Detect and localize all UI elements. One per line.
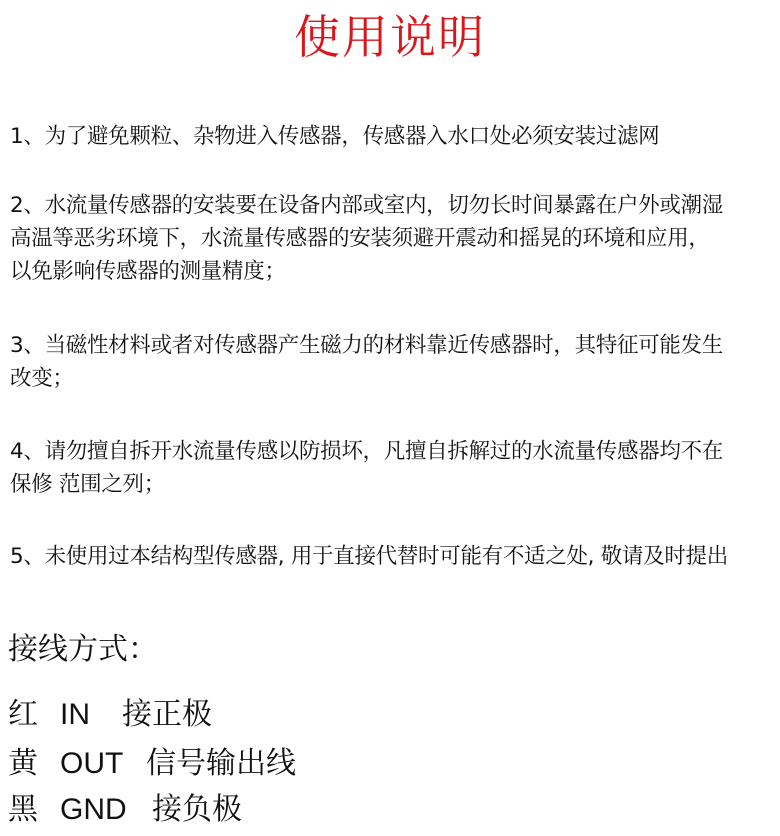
wire-color: 黄 <box>8 746 38 781</box>
instruction-item-4 <box>10 435 778 501</box>
wire-description: 接正极 <box>122 697 212 732</box>
instruction-item-3 <box>10 329 778 395</box>
wiring-row-red <box>8 693 212 737</box>
instruction-line: 保修 范围之列； <box>10 472 165 497</box>
instruction-line: 改变； <box>10 366 74 391</box>
instruction-line: 2、水流量传感器的安装要在设备内部或室内，切勿长时间暴露在户外或潮湿 <box>10 193 723 218</box>
instruction-line: 3、当磁性材料或者对传感器产生磁力的材料靠近传感器时，其特征可能发生 <box>10 333 723 358</box>
wire-description: 信号输出线 <box>146 746 296 781</box>
wire-pin: GND <box>60 793 127 826</box>
instruction-item-5 <box>10 540 778 573</box>
instruction-line: 以免影响传感器的测量精度； <box>10 259 286 284</box>
instruction-line: 4、请勿擅自拆开水流量传感以防损坏，凡擅自拆解过的水流量传感器均不在 <box>10 439 723 464</box>
instruction-line: 1、为了避免颗粒、杂物进入传感器，传感器入水口处必须安装过滤网 <box>10 124 660 149</box>
wire-pin: IN <box>60 698 90 731</box>
wiring-heading: 接线方式： <box>8 632 158 667</box>
instruction-item-2 <box>10 189 778 288</box>
instruction-item-1 <box>10 120 778 153</box>
wiring-row-yellow <box>8 742 296 786</box>
instruction-line: 高温等恶劣环境下，水流量传感器的安装须避开震动和摇晃的环境和应用， <box>10 226 710 251</box>
instruction-line: 5、未使用过本结构型传感器, 用于直接代替时可能有不适之处, 敬请及时提出 <box>10 544 728 569</box>
wire-pin: OUT <box>60 747 124 780</box>
page-title: 使用说明 <box>294 10 486 64</box>
wire-color: 黑 <box>8 792 38 827</box>
wire-color: 红 <box>8 697 38 732</box>
wire-description: 接负极 <box>152 792 242 827</box>
wiring-row-black <box>8 788 242 832</box>
